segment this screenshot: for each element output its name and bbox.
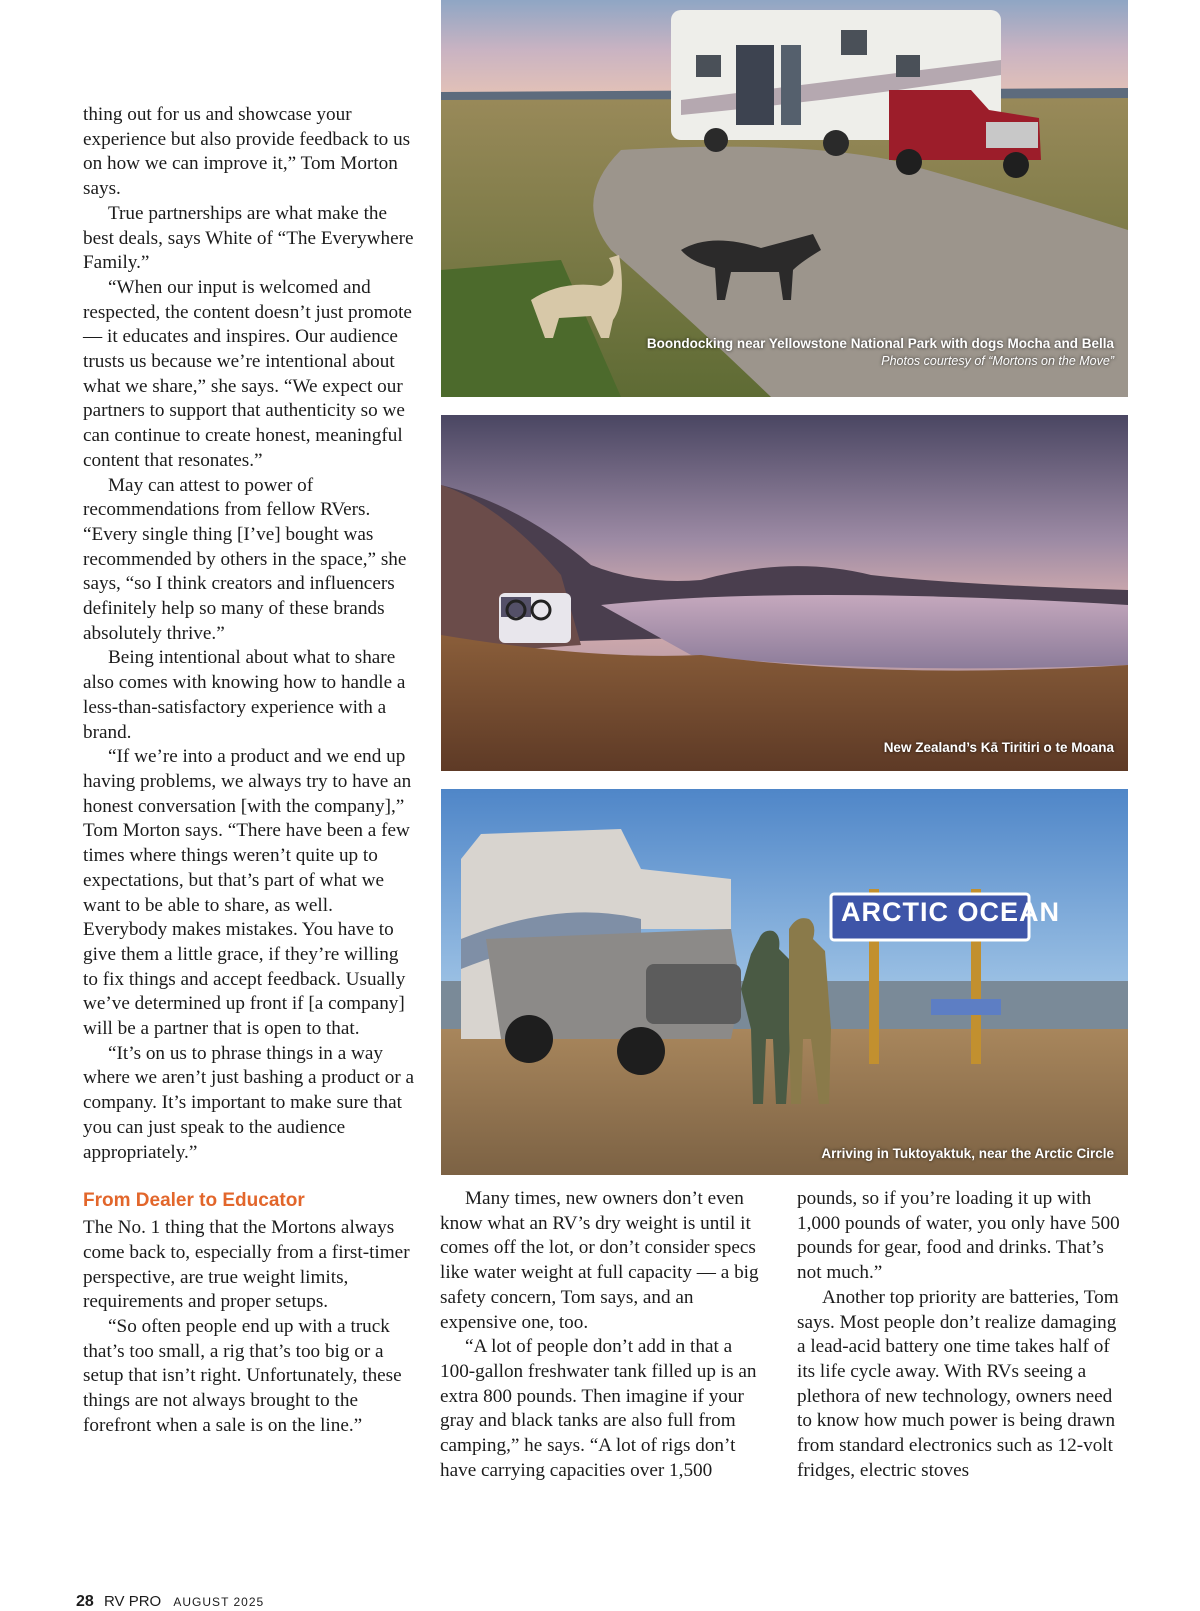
issue-date: AUGUST 2025 — [173, 1595, 265, 1609]
paragraph: True partnerships are what make the best deals, says White of “The Everywhere Family.” — [83, 202, 414, 274]
paragraph: “So often people end up with a truck that’s too small, a rig that’s too big or a setup that isn’t right. Unfortunately, these things are not always brought to the forefront when a sale is on the line.” — [83, 1316, 402, 1436]
middle-text-column — [440, 1187, 772, 1483]
photo-1-caption-text: Boondocking near Yellowstone National Park with dogs Mocha and Bella — [646, 336, 1114, 351]
photo-tuktoyaktuk — [441, 789, 1128, 1175]
photo-new-zealand — [441, 415, 1128, 771]
new-zealand-photo-art — [441, 415, 1128, 771]
photo-1-caption — [647, 335, 1114, 369]
arctic-ocean-sign: ARCTIC OCEAN — [841, 897, 1060, 927]
photo-credit: Photos courtesy of “Mortons on the Move” — [881, 354, 1114, 368]
left-paragraphs — [83, 103, 415, 1165]
paragraph: Being intentional about what to share also comes with knowing how to handle a less-than-satisfactory experience with a brand. — [83, 647, 406, 743]
paragraph: “When our input is welcomed and respected, the content doesn’t just promote — it educates and inspires. Our audience trusts us because we’re intentional about what we share,” she says. “We expect our partners to support that authenticity so we can continue to create honest, meaningful content that resonates.” — [83, 276, 412, 471]
paragraph: “A lot of people don’t add in that a 100-gallon freshwater tank filled up is an extra 800 pounds. Then imagine if your gray and black tanks are also full from camping,” he says. “A lot of rigs don’t have carrying capacities over 1,500 — [440, 1336, 757, 1481]
photo-3-caption — [821, 1145, 1114, 1163]
paragraph: Another top priority are batteries, Tom says. Most people don’t realize damaging a lead-acid battery one time takes half of its life cycle away. With RVs seeing a plethora of new technology, owners need to know how much power is being drawn from standard electronics such as 12-volt fridges, electric stoves — [797, 1286, 1119, 1481]
photo-2-caption — [884, 739, 1114, 757]
paragraph: “It’s on us to phrase things in a way where we aren’t just bashing a product or a company. It’s important to make sure that you can just speak to the audience appropriately.” — [83, 1042, 415, 1163]
tuktoyaktuk-photo-art — [441, 789, 1128, 1175]
photo-yellowstone — [441, 0, 1128, 397]
paragraph: The No. 1 thing that the Mortons always come back to, especially from a first-timer perspective, are true weight limits, requirements and proper setups. — [83, 1217, 410, 1313]
right-text-column — [797, 1187, 1129, 1483]
page-number: 28 — [76, 1593, 94, 1610]
paragraph: May can attest to power of recommendations from fellow RVers. “Every single thing [I’ve] bought was recommended by others in the space,” she says, “so I think creators and influencers definitely help so many of these brands absolutely thrive.” — [83, 474, 407, 644]
paragraph: Many times, new owners don’t even know what an RV’s dry weight is until it comes off the lot, or don’t consider specs like water weight at full capacity — a big safety concern, Tom says, and an expensive one, too. — [440, 1188, 759, 1333]
paragraph: pounds, so if you’re loading it up with 1,000 pounds of water, you only have 500 pounds for gear, food and drinks. That’s not much.” — [797, 1188, 1120, 1284]
publication-name: RV PRO — [103, 1593, 162, 1610]
left-text-column — [83, 103, 415, 1439]
photo-2-caption-text: New Zealand’s Kā Tiritiri o te Moana — [883, 740, 1114, 755]
page-footer — [76, 1593, 264, 1611]
paragraph: thing out for us and showcase your experience but also provide feedback to us on how we can improve it,” Tom Morton says. — [83, 104, 411, 200]
section-subhead: From Dealer to Educator — [83, 1190, 305, 1212]
paragraph: “If we’re into a product and we end up having problems, we always try to have an honest conversation [with the company],” Tom Morton says. “There have been a few times where things weren’t quite up to expectations, but that’s part of what we want to be able to share, as well. Everybody makes mistakes. You have to give them a little grace, if they’re willing to fix things and accept feedback. Usually we’ve determined up front if [a company] will be a partner that is open to that. — [83, 746, 412, 1040]
photo-3-caption-text: Arriving in Tuktoyaktuk, near the Arctic Circle — [821, 1146, 1114, 1161]
left-paragraphs-after-subhead — [83, 1216, 415, 1438]
